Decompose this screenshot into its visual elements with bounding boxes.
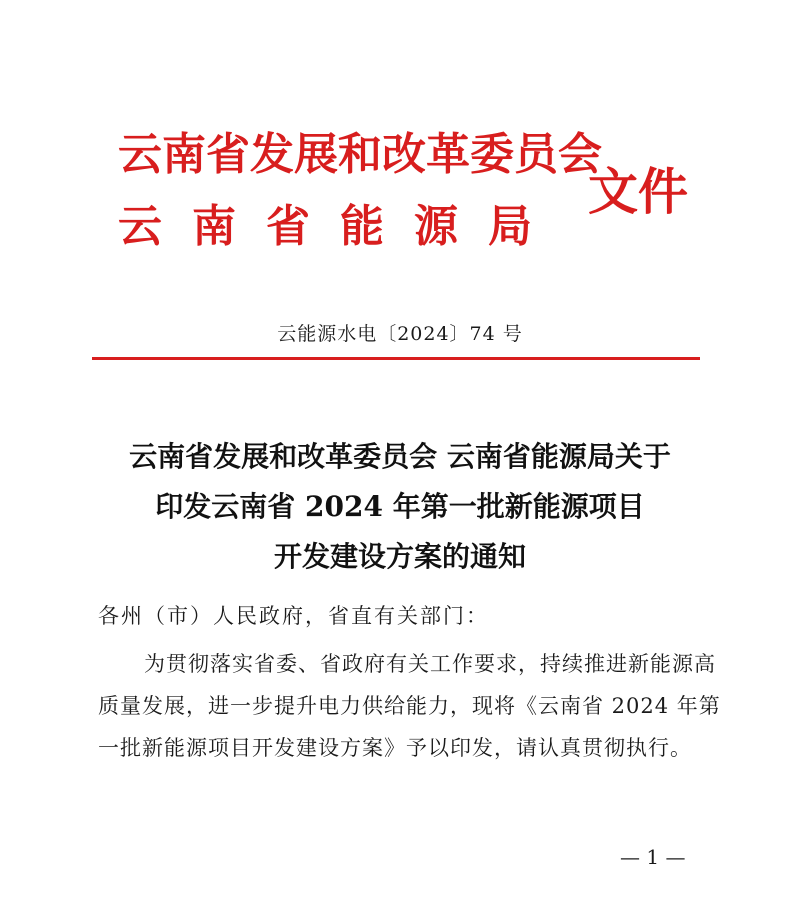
document-title: [80, 432, 720, 582]
red-header-masthead: [118, 128, 698, 258]
title-line-1: 云南省发展和改革委员会 云南省能源局关于: [129, 440, 671, 473]
document-type-label: 文件: [588, 162, 688, 221]
body-line-1: 为贯彻落实省委、省政府有关工作要求，持续推进新能源高: [144, 652, 716, 676]
body-line-2: 质量发展，进一步提升电力供给能力，现将《云南省 2024 年第: [98, 694, 721, 718]
red-divider-line: [92, 357, 700, 360]
page-number: — 1 —: [620, 845, 686, 869]
title-line-2: 印发云南省 2024 年第一批新能源项目: [155, 490, 645, 523]
salutation: 各州（市）人民政府，省直有关部门：: [98, 604, 489, 628]
title-line-3: 开发建设方案的通知: [273, 540, 526, 573]
body-line-3: 一批新能源项目开发建设方案》予以印发，请认真贯彻执行。: [98, 736, 692, 760]
issuer-name-2: 云南省能源局: [118, 201, 562, 252]
document-number: 云能源水电〔2024〕74 号: [277, 323, 523, 345]
issuer-name-1: 云南省发展和改革委员会: [118, 129, 602, 180]
body-paragraph: [98, 643, 721, 769]
